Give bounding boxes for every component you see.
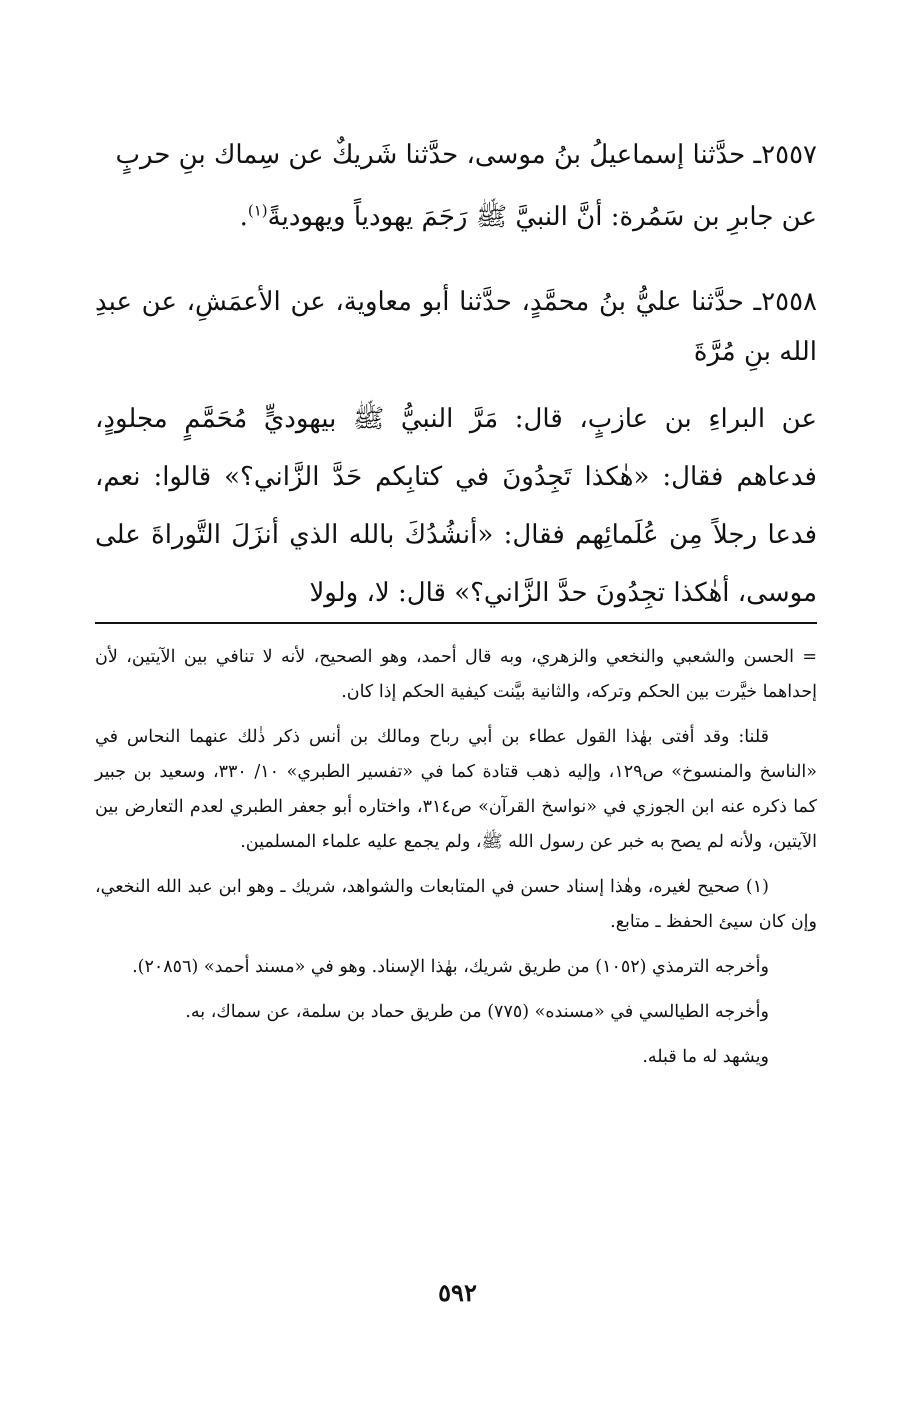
page-number: ٥٩٢ <box>438 1278 477 1307</box>
footnote-paragraph: ويشهد له ما قبله. <box>642 1047 769 1067</box>
hadith-2558-isnad <box>95 277 817 377</box>
hadith-2558-isnad-text: ٢٥٥٨ـ حدَّثنا عليُّ بنُ محمَّدٍ، حدَّثنا أبو معاوية، عن الأعمَشِ، عن عبدِ الله بنِ مُرَّةَ <box>95 287 817 367</box>
footnote-continuation: = الحسن والشعبي والنخعي والزهري، وبه قال أحمد، وهو الصحيح، لأنه لا تنافي بين الآيتين، لأن إحداهما خيَّرت بين الحكم وتركه، والثانية بيَّنت كيفية الحكم إذا كان. <box>95 647 817 702</box>
hadith-2557-line1: ٢٥٥٧ـ حدَّثنا إسماعيلُ بنُ موسى، حدَّثنا شَريكٌ عن سِماك بنِ حربٍ <box>115 140 817 170</box>
footnote-separator <box>95 622 817 624</box>
footnote-paragraph: قلنا: وقد أفتى بهٰذا القول عطاء بن أبي رباح ومالك بن أنس ذكر ذٰلك عنهما النحاس في «الناسخ والمنسوخ» ص١٢٩، وإليه ذهب قتادة كما في «تفسير الطبري» ١٠/ ٣٣٠، وسعيد بن جبير كما ذكره عنه ابن الجوزي في «نواسخ القرآن» ص٣١٤، واختاره أبو جعفر الطبري لعدم التعارض بين الآيتين، ولأنه لم يصح به خبر عن رسول الله ﷺ، ولم يجمع عليه علماء المسلمين. <box>95 727 817 852</box>
hadith-2558-matn <box>95 390 817 622</box>
footnote-1: (١) صحيح لغيره، وهٰذا إسناد حسن في المتابعات والشواهد، شريك ـ وهو ابن عبد الله النخعي، وإن كان سيئ الحفظ ـ متابع. <box>95 877 817 932</box>
hadith-2557-end: . <box>239 202 248 232</box>
hadith-2557-line2 <box>95 186 817 248</box>
hadith-2557 <box>95 124 817 248</box>
hadith-2558-matn-text: عن البراءِ بن عازبٍ، قال: مَرَّ النبيُّ ﷺ بيهوديٍّ مُحَمَّمٍ مجلودٍ، فدعاهم فقال: «هٰكذا تَجِدُونَ في كتابِكم حَدَّ الزَّاني؟» قالوا: نعم، فدعا رجلاً مِن عُلَمائِهم فقال: «أنشُدُكَ بالله الذي أنزَلَ التَّوراةَ على موسى، أهٰكذا تجِدُونَ حدَّ الزَّاني؟» قال: لا، ولولا <box>95 404 817 608</box>
footnote-paragraph: وأخرجه الطيالسي في «مسنده» (٧٧٥) من طريق حماد بن سلمة، عن سماك، به. <box>185 1002 769 1022</box>
footnote-reference[interactable]: (١) <box>247 201 268 220</box>
footnote-paragraph: وأخرجه الترمذي (١٠٥٢) من طريق شريك، بهٰذا الإسناد. وهو في «مسند أحمد» (٢٠٨٥٦). <box>132 957 769 977</box>
hadith-2557-text: عن جابرِ بن سَمُرة: أنَّ النبيَّ ﷺ رَجَمَ يهودياً ويهوديةً <box>267 202 817 232</box>
footnotes <box>95 640 817 1085</box>
